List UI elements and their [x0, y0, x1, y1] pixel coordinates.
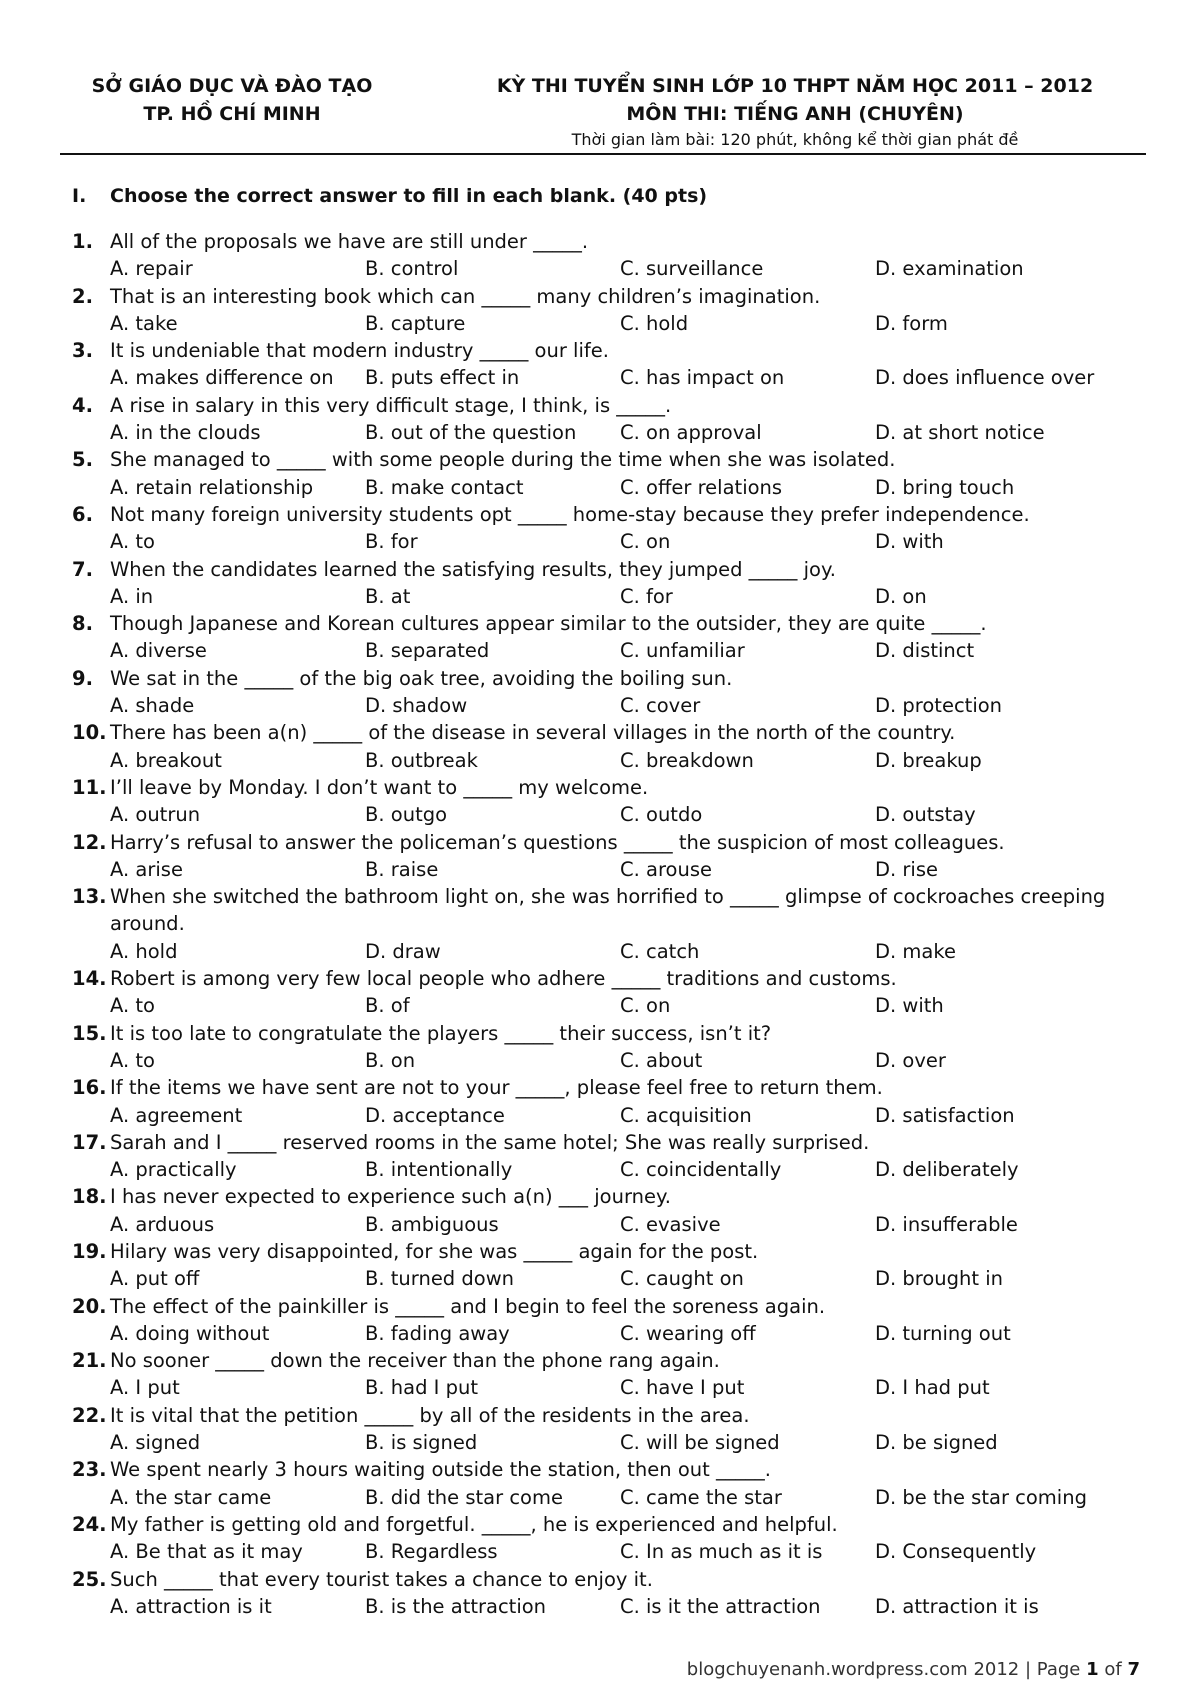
- question-item: [72, 501, 1142, 556]
- answer-option: C. offer relations: [620, 475, 783, 499]
- answer-option: C. on approval: [620, 421, 762, 445]
- answer-option: C. wearing off: [620, 1321, 756, 1345]
- answer-options: [72, 992, 1142, 1019]
- question-text: We spent nearly 3 hours waiting outside the station, then out _____.: [110, 1458, 771, 1482]
- answer-options: [72, 1429, 1142, 1456]
- answer-option: D. draw: [365, 939, 441, 963]
- question-stem: [72, 1566, 1142, 1593]
- question-text: It is vital that the petition _____ by all of the residents in the area.: [110, 1403, 750, 1427]
- answer-option: D. protection: [875, 694, 1003, 718]
- answer-option: B. outbreak: [365, 748, 478, 772]
- answer-option: D. on: [875, 584, 927, 608]
- question-text: Such _____ that every tourist takes a chance to enjoy it.: [110, 1567, 653, 1591]
- question-stem: [72, 556, 1142, 583]
- answer-option: A. signed: [110, 1431, 201, 1455]
- answer-option: B. fading away: [365, 1321, 510, 1345]
- question-item: [72, 965, 1142, 1020]
- answer-option: C. have I put: [620, 1376, 745, 1400]
- answer-option: A. hold: [110, 939, 178, 963]
- page-footer: [687, 1658, 1140, 1682]
- question-stem: [72, 392, 1142, 419]
- question-number: 14.: [72, 967, 107, 991]
- answer-option: A. to: [110, 1048, 155, 1072]
- section-number: I.: [72, 185, 87, 207]
- answer-option: D. brought in: [875, 1267, 1004, 1291]
- question-item: [72, 610, 1142, 665]
- answer-option: A. the star came: [110, 1485, 272, 1509]
- answer-options: [72, 1211, 1142, 1238]
- question-number: 13.: [72, 885, 107, 909]
- question-text: My father is getting old and forgetful. _____, he is experienced and helpful.: [110, 1512, 838, 1536]
- answer-option: A. attraction is it: [110, 1594, 272, 1618]
- answer-options: [72, 1047, 1142, 1074]
- question-stem: [72, 446, 1142, 473]
- answer-option: A. arise: [110, 857, 183, 881]
- answer-option: B. out of the question: [365, 421, 577, 445]
- answer-options: [72, 1374, 1142, 1401]
- question-stem: [72, 337, 1142, 364]
- answer-option: A. diverse: [110, 639, 207, 663]
- answer-option: B. turned down: [365, 1267, 515, 1291]
- answer-option: D. bring touch: [875, 475, 1015, 499]
- question-number: 11.: [72, 775, 107, 799]
- answer-option: D. at short notice: [875, 421, 1045, 445]
- answer-option: A. doing without: [110, 1321, 270, 1345]
- answer-options: [72, 1320, 1142, 1347]
- answer-options: [72, 692, 1142, 719]
- question-number: 7.: [72, 557, 93, 581]
- footer-of-word: of: [1104, 1659, 1122, 1680]
- answer-option: D. distinct: [875, 639, 975, 663]
- footer-page-word: Page: [1036, 1659, 1081, 1680]
- answer-option: C. surveillance: [620, 257, 764, 281]
- answer-option: A. to: [110, 530, 155, 554]
- answer-option: C. coincidentally: [620, 1158, 782, 1182]
- answer-option: C. catch: [620, 939, 700, 963]
- question-text: If the items we have sent are not to your _____, please feel free to return them.: [110, 1076, 883, 1100]
- question-text: I’ll leave by Monday. I don’t want to _____ my welcome.: [110, 775, 649, 799]
- answer-option: B. make contact: [365, 475, 524, 499]
- answer-option: D. be the star coming: [875, 1485, 1087, 1509]
- question-number: 24.: [72, 1512, 107, 1536]
- question-number: 25.: [72, 1567, 107, 1591]
- header-divider: [60, 153, 1146, 155]
- answer-options: [72, 255, 1142, 282]
- question-item: [72, 337, 1142, 392]
- question-item: [72, 883, 1142, 965]
- answer-option: A. shade: [110, 694, 195, 718]
- question-number: 16.: [72, 1076, 107, 1100]
- question-text: When the candidates learned the satisfying results, they jumped _____ joy.: [110, 557, 836, 581]
- question-text: Not many foreign university students opt _____ home-stay because they prefer independence.: [110, 502, 1030, 526]
- question-number: 12.: [72, 830, 107, 854]
- answer-options: [72, 1156, 1142, 1183]
- answer-option: A. to: [110, 994, 155, 1018]
- answer-option: D. shadow: [365, 694, 468, 718]
- question-item: [72, 556, 1142, 611]
- question-item: [72, 392, 1142, 447]
- answer-option: A. retain relationship: [110, 475, 314, 499]
- answer-option: D. does influence over: [875, 366, 1095, 390]
- answer-options: [72, 1538, 1142, 1565]
- question-text: I has never expected to experience such a(n) ___ journey.: [110, 1185, 671, 1209]
- question-text: That is an interesting book which can _____ many children’s imagination.: [110, 284, 821, 308]
- question-item: [72, 774, 1142, 829]
- answer-option: C. In as much as it is: [620, 1540, 823, 1564]
- question-number: 21.: [72, 1349, 107, 1373]
- answer-option: A. take: [110, 311, 178, 335]
- answer-option: B. ambiguous: [365, 1212, 499, 1236]
- answer-option: B. of: [365, 994, 410, 1018]
- question-stem: [72, 774, 1142, 801]
- question-text: We sat in the _____ of the big oak tree, avoiding the boiling sun.: [110, 666, 733, 690]
- answer-options: [72, 938, 1142, 965]
- answer-option: D. satisfaction: [875, 1103, 1015, 1127]
- answer-options: [72, 801, 1142, 828]
- question-text: When she switched the bathroom light on, she was horrified to _____ glimpse of cockroaches creeping around.: [110, 885, 1106, 936]
- question-text: The effect of the painkiller is _____ and I begin to feel the soreness again.: [110, 1294, 826, 1318]
- question-text: A rise in salary in this very difficult stage, I think, is _____.: [110, 393, 672, 417]
- answer-option: A. put off: [110, 1267, 200, 1291]
- answer-option: C. breakdown: [620, 748, 754, 772]
- answer-option: D. breakup: [875, 748, 982, 772]
- answer-option: C. unfamiliar: [620, 639, 745, 663]
- question-number: 5.: [72, 448, 93, 472]
- question-stem: [72, 829, 1142, 856]
- question-stem: [72, 1020, 1142, 1047]
- answer-option: C. on: [620, 994, 671, 1018]
- answer-option: B. is signed: [365, 1431, 478, 1455]
- question-item: [72, 1238, 1142, 1293]
- answer-options: [72, 1102, 1142, 1129]
- answer-option: D. form: [875, 311, 948, 335]
- answer-option: D. with: [875, 994, 944, 1018]
- question-text: Robert is among very few local people who adhere _____ traditions and customs.: [110, 967, 897, 991]
- answer-option: C. acquisition: [620, 1103, 752, 1127]
- answer-option: A. agreement: [110, 1103, 243, 1127]
- question-item: [72, 1183, 1142, 1238]
- question-item: [72, 1511, 1142, 1566]
- answer-options: [72, 583, 1142, 610]
- question-stem: [72, 1511, 1142, 1538]
- question-text: No sooner _____ down the receiver than the phone rang again.: [110, 1349, 720, 1373]
- answer-option: A. Be that as it may: [110, 1540, 303, 1564]
- question-number: 6.: [72, 502, 93, 526]
- question-item: [72, 1020, 1142, 1075]
- question-number: 4.: [72, 393, 93, 417]
- answer-option: B. outgo: [365, 803, 448, 827]
- footer-separator: |: [1024, 1659, 1032, 1680]
- answer-option: A. in: [110, 584, 154, 608]
- footer-site: blogchuyenanh.wordpress.com 2012: [686, 1659, 1020, 1680]
- answer-option: C. evasive: [620, 1212, 721, 1236]
- question-stem: [72, 965, 1142, 992]
- answer-option: B. is the attraction: [365, 1594, 547, 1618]
- question-item: [72, 1402, 1142, 1457]
- answer-option: A. practically: [110, 1158, 237, 1182]
- answer-option: D. acceptance: [365, 1103, 505, 1127]
- answer-option: D. be signed: [875, 1431, 998, 1455]
- question-number: 20.: [72, 1294, 107, 1318]
- answer-option: C. is it the attraction: [620, 1594, 821, 1618]
- answer-option: B. control: [365, 257, 459, 281]
- question-item: [72, 283, 1142, 338]
- question-list: [72, 228, 1142, 1620]
- answer-option: C. came the star: [620, 1485, 782, 1509]
- answer-option: D. attraction it is: [875, 1594, 1039, 1618]
- answer-option: D. turning out: [875, 1321, 1011, 1345]
- answer-option: C. cover: [620, 694, 701, 718]
- question-stem: [72, 1456, 1142, 1483]
- question-stem: [72, 1347, 1142, 1374]
- answer-option: A. arduous: [110, 1212, 215, 1236]
- answer-options: [72, 1484, 1142, 1511]
- question-text: There has been a(n) _____ of the disease in several villages in the north of the country.: [110, 721, 956, 745]
- answer-option: C. has impact on: [620, 366, 785, 390]
- exam-subject: MÔN THI: TIẾNG ANH (CHUYÊN): [626, 103, 964, 125]
- question-text: It is too late to congratulate the players _____ their success, isn’t it?: [110, 1021, 772, 1045]
- question-item: [72, 1347, 1142, 1402]
- answer-option: A. I put: [110, 1376, 180, 1400]
- question-number: 15.: [72, 1021, 107, 1045]
- answer-options: [72, 528, 1142, 555]
- answer-options: [72, 474, 1142, 501]
- answer-options: [72, 747, 1142, 774]
- question-number: 3.: [72, 339, 93, 363]
- answer-option: C. caught on: [620, 1267, 744, 1291]
- answer-option: D. make: [875, 939, 956, 963]
- footer-page-number: 1: [1086, 1659, 1099, 1680]
- question-text: Hilary was very disappointed, for she was _____ again for the post.: [110, 1239, 759, 1263]
- question-text: Sarah and I _____ reserved rooms in the same hotel; She was really surprised.: [110, 1130, 870, 1154]
- answer-options: [72, 364, 1142, 391]
- answer-option: B. raise: [365, 857, 439, 881]
- answer-options: [72, 1593, 1142, 1620]
- question-text: It is undeniable that modern industry _____ our life.: [110, 339, 609, 363]
- question-text: Though Japanese and Korean cultures appear similar to the outsider, they are quite _____.: [110, 612, 987, 636]
- question-number: 1.: [72, 230, 93, 253]
- question-stem: [72, 283, 1142, 310]
- question-number: 8.: [72, 612, 93, 636]
- answer-option: B. Regardless: [365, 1540, 498, 1564]
- question-stem: [72, 1074, 1142, 1101]
- answer-options: [72, 856, 1142, 883]
- question-stem: [72, 1293, 1142, 1320]
- answer-options: [72, 637, 1142, 664]
- answer-option: D. deliberately: [875, 1158, 1019, 1182]
- answer-options: [72, 310, 1142, 337]
- question-text: Harry’s refusal to answer the policeman’s questions _____ the suspicion of most colleagues.: [110, 830, 1005, 854]
- answer-option: D. with: [875, 530, 944, 554]
- department-header: [72, 72, 392, 128]
- answer-option: C. about: [620, 1048, 703, 1072]
- question-number: 23.: [72, 1458, 107, 1482]
- question-stem: [72, 610, 1142, 637]
- answer-option: A. breakout: [110, 748, 222, 772]
- answer-option: C. arouse: [620, 857, 712, 881]
- answer-option: A. makes difference on: [110, 366, 334, 390]
- question-stem: [72, 501, 1142, 528]
- exam-time-note: Thời gian làm bài: 120 phút, không kể thời gian phát đề: [571, 130, 1019, 149]
- question-text: She managed to _____ with some people during the time when she was isolated.: [110, 448, 896, 472]
- answer-option: A. repair: [110, 257, 193, 281]
- answer-option: C. will be signed: [620, 1431, 780, 1455]
- question-stem: [72, 228, 1142, 255]
- question-stem: [72, 1129, 1142, 1156]
- answer-options: [72, 1265, 1142, 1292]
- answer-option: A. in the clouds: [110, 421, 261, 445]
- exam-title: KỲ THI TUYỂN SINH LỚP 10 THPT NĂM HỌC 2011 – 2012: [496, 75, 1094, 97]
- question-stem: [72, 1402, 1142, 1429]
- question-number: 9.: [72, 666, 93, 690]
- question-number: 2.: [72, 284, 93, 308]
- answer-options: [72, 419, 1142, 446]
- answer-option: C. hold: [620, 311, 689, 335]
- question-item: [72, 1129, 1142, 1184]
- answer-option: D. over: [875, 1048, 946, 1072]
- question-item: [72, 665, 1142, 720]
- answer-option: B. at: [365, 584, 411, 608]
- footer-page-total: 7: [1127, 1659, 1140, 1680]
- section-heading: [72, 182, 707, 210]
- question-stem: [72, 1238, 1142, 1265]
- question-stem: [72, 883, 1142, 938]
- question-item: [72, 829, 1142, 884]
- answer-option: C. outdo: [620, 803, 703, 827]
- department-name: SỞ GIÁO DỤC VÀ ĐÀO TẠO: [91, 75, 373, 97]
- answer-option: D. rise: [875, 857, 939, 881]
- question-number: 22.: [72, 1403, 107, 1427]
- answer-option: B. separated: [365, 639, 490, 663]
- question-item: [72, 1293, 1142, 1348]
- question-stem: [72, 665, 1142, 692]
- answer-option: C. for: [620, 584, 673, 608]
- question-number: 19.: [72, 1239, 107, 1263]
- answer-option: D. outstay: [875, 803, 976, 827]
- answer-option: B. had I put: [365, 1376, 478, 1400]
- exam-header: [440, 72, 1150, 152]
- answer-option: D. examination: [875, 257, 1024, 281]
- answer-option: C. on: [620, 530, 671, 554]
- question-item: [72, 228, 1142, 283]
- answer-option: B. on: [365, 1048, 416, 1072]
- question-stem: [72, 719, 1142, 746]
- answer-option: B. for: [365, 530, 418, 554]
- question-item: [72, 1566, 1142, 1621]
- question-number: 10.: [72, 721, 107, 745]
- answer-option: B. capture: [365, 311, 466, 335]
- question-stem: [72, 1183, 1142, 1210]
- question-item: [72, 1074, 1142, 1129]
- question-item: [72, 1456, 1142, 1511]
- answer-option: B. puts effect in: [365, 366, 520, 390]
- answer-option: A. outrun: [110, 803, 201, 827]
- question-text: All of the proposals we have are still under _____.: [110, 230, 589, 253]
- city-name: TP. HỒ CHÍ MINH: [143, 103, 321, 125]
- question-item: [72, 719, 1142, 774]
- answer-option: D. insufferable: [875, 1212, 1018, 1236]
- section-title: Choose the correct answer to fill in each blank. (40 pts): [110, 185, 708, 207]
- answer-option: B. intentionally: [365, 1158, 513, 1182]
- answer-option: D. Consequently: [875, 1540, 1037, 1564]
- question-number: 17.: [72, 1130, 107, 1154]
- question-item: [72, 446, 1142, 501]
- question-number: 18.: [72, 1185, 107, 1209]
- answer-option: D. I had put: [875, 1376, 990, 1400]
- answer-option: B. did the star come: [365, 1485, 563, 1509]
